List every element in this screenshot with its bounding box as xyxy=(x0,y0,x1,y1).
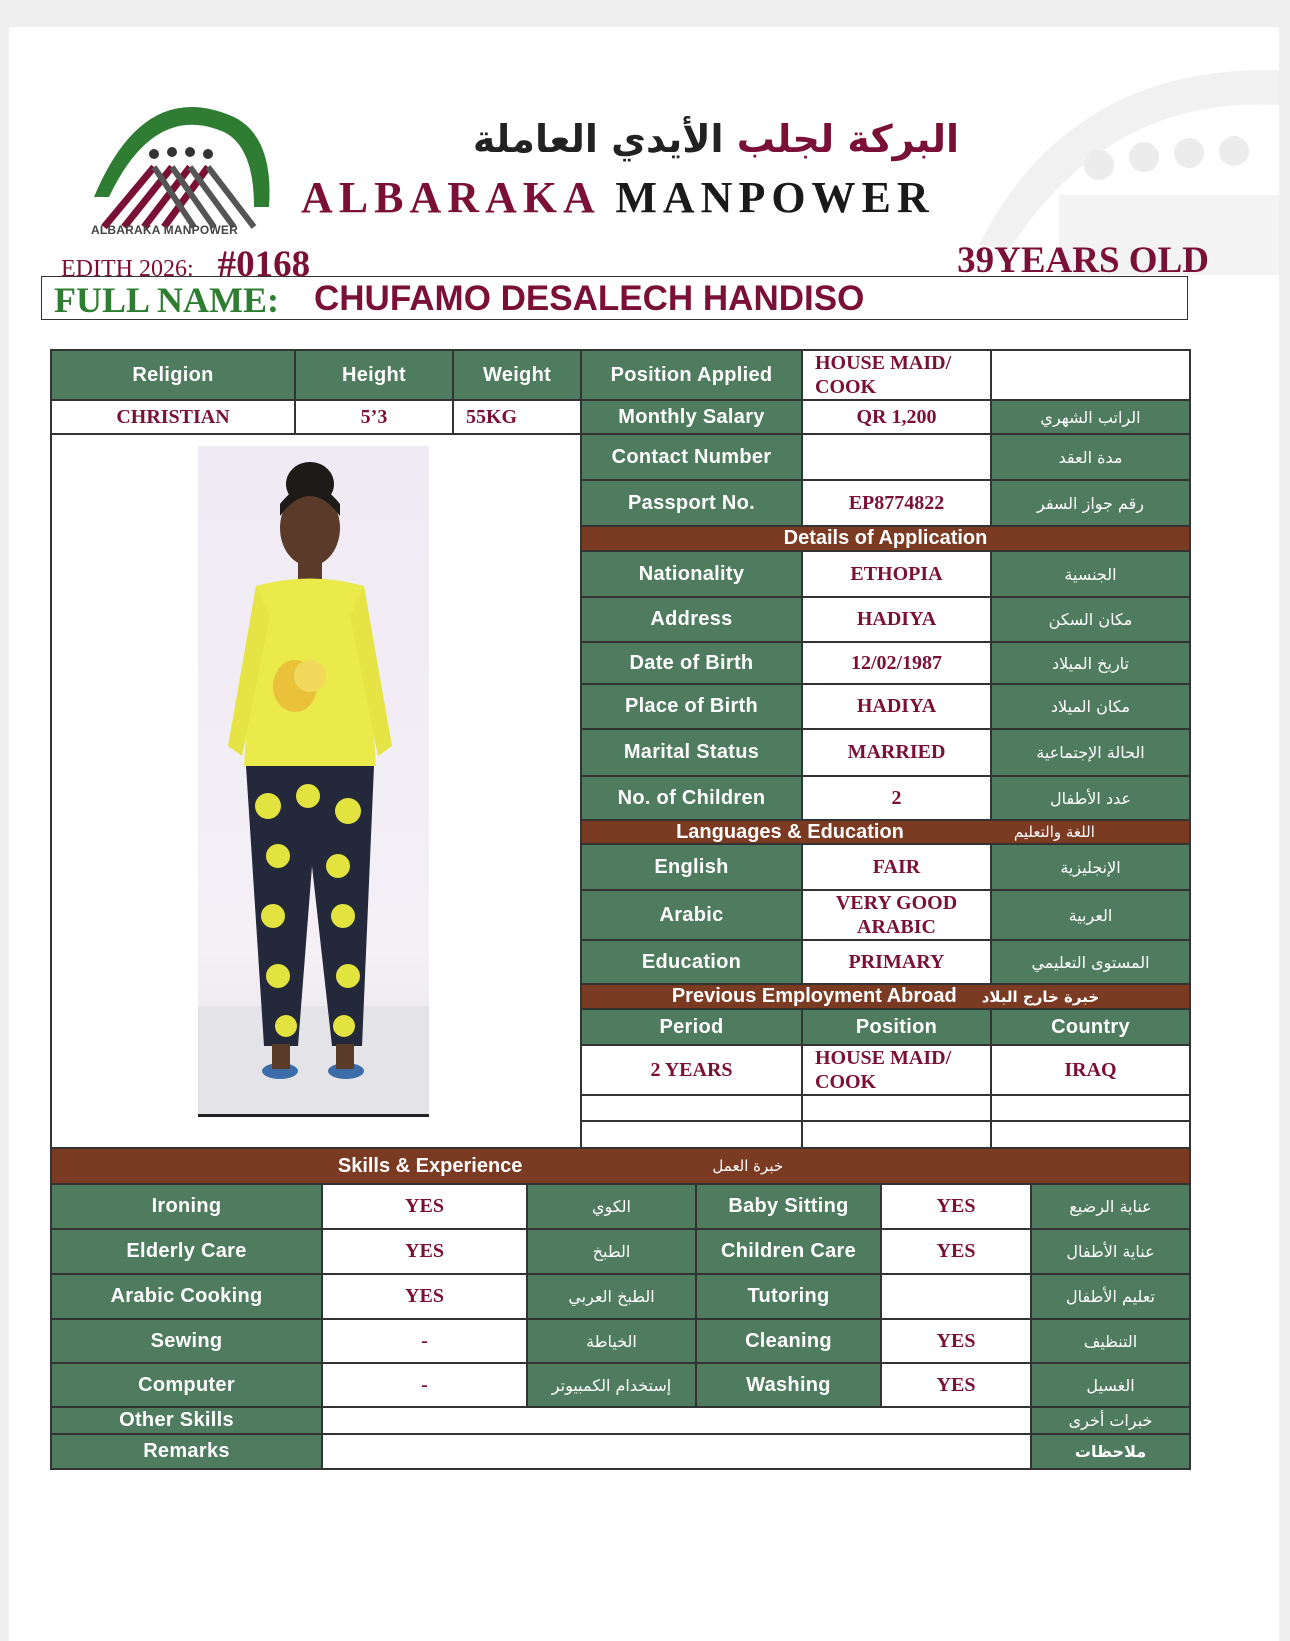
position-applied-label: Position Applied xyxy=(582,351,803,401)
passport-value: EP8774822 xyxy=(803,481,992,527)
employment-empty-cell xyxy=(803,1096,992,1122)
english-value: FAIR xyxy=(803,845,992,891)
skill-tutoring-value xyxy=(882,1275,1032,1320)
period-header: Period xyxy=(582,1010,803,1046)
marital-status-label: Marital Status xyxy=(582,730,803,777)
nationality-value: ETHOPIA xyxy=(803,552,992,598)
skill-baby-sitting-value: YES xyxy=(882,1185,1032,1230)
skill-elderly-care-value: YES xyxy=(323,1230,528,1275)
employment-empty-cell xyxy=(992,1122,1189,1149)
religion-value: CHRISTIAN xyxy=(52,401,296,435)
skill-tutoring-arabic: تعليم الأطفال xyxy=(1032,1275,1189,1320)
skill-cleaning-label: Cleaning xyxy=(697,1320,882,1364)
skill-sewing-arabic: الخياطة xyxy=(528,1320,697,1364)
skill-arabic-cooking-label: Arabic Cooking xyxy=(52,1275,323,1320)
education-label: Education xyxy=(582,941,803,985)
country-header: Country xyxy=(992,1010,1189,1046)
cv-page xyxy=(9,27,1279,1641)
pob-arabic: مكان الميلاد xyxy=(992,685,1189,730)
skill-washing-label: Washing xyxy=(697,1364,882,1408)
nationality-arabic: الجنسية xyxy=(992,552,1189,598)
children-label: No. of Children xyxy=(582,777,803,821)
skill-children-care-label: Children Care xyxy=(697,1230,882,1275)
marital-status-value: MARRIED xyxy=(803,730,992,777)
employment-empty-cell xyxy=(582,1122,803,1149)
arabic-arabic: العربية xyxy=(992,891,1189,941)
children-arabic: عدد الأطفال xyxy=(992,777,1189,821)
english-label: English xyxy=(582,845,803,891)
full-name-box xyxy=(41,276,1188,320)
edition-label: EDITH 2026: xyxy=(61,256,194,282)
position-header: Position xyxy=(803,1010,992,1046)
skill-elderly-care-arabic: الطبخ xyxy=(528,1230,697,1275)
arabic-value: VERY GOOD ARABIC xyxy=(803,891,992,941)
cv-table xyxy=(50,349,1191,1470)
marital-status-arabic: الحالة الإجتماعية xyxy=(992,730,1189,777)
skill-ironing-arabic: الكوي xyxy=(528,1185,697,1230)
skill-arabic-cooking-value: YES xyxy=(323,1275,528,1320)
skill-baby-sitting-arabic: عناية الرضيع xyxy=(1032,1185,1189,1230)
period-value: 2 YEARS xyxy=(582,1046,803,1096)
english-arabic: الإنجليزية xyxy=(992,845,1189,891)
other-skills-label: Other Skills xyxy=(52,1408,323,1435)
skill-washing-arabic: الغسيل xyxy=(1032,1364,1189,1408)
other-skills-value xyxy=(323,1408,1032,1435)
remarks-value xyxy=(323,1435,1032,1468)
skill-arabic-cooking-arabic: الطبخ العربي xyxy=(528,1275,697,1320)
contact-number-value xyxy=(803,435,992,481)
nationality-label: Nationality xyxy=(582,552,803,598)
full-name-label: FULL NAME: xyxy=(54,280,279,320)
skill-ironing-label: Ironing xyxy=(52,1185,323,1230)
pob-label: Place of Birth xyxy=(582,685,803,730)
skill-baby-sitting-label: Baby Sitting xyxy=(697,1185,882,1230)
employment-position-value: HOUSE MAID/ COOK xyxy=(803,1046,992,1096)
dob-arabic: تاريخ الميلاد xyxy=(992,643,1189,685)
pob-value: HADIYA xyxy=(803,685,992,730)
address-arabic: مكان السكن xyxy=(992,598,1189,643)
weight-value: 55KG xyxy=(454,401,582,435)
skill-children-care-arabic: عناية الأطفال xyxy=(1032,1230,1189,1275)
position-applied-value: HOUSE MAID/ COOK xyxy=(803,351,992,401)
candidate-photo xyxy=(198,446,429,1117)
salary-value: QR 1,200 xyxy=(803,401,992,435)
remarks-arabic: ملاحظات xyxy=(1032,1435,1189,1468)
contract-period-arabic: مدة العقد xyxy=(992,435,1189,481)
logo-caption: ALBARAKA MANPOWER xyxy=(91,223,238,237)
salary-arabic: الراتب الشهري xyxy=(992,401,1189,435)
languages-section-title: Languages & Education اللغة والتعليم xyxy=(582,821,1189,845)
skill-children-care-value: YES xyxy=(882,1230,1032,1275)
arabic-label: Arabic xyxy=(582,891,803,941)
dob-label: Date of Birth xyxy=(582,643,803,685)
employment-empty-cell xyxy=(992,1096,1189,1122)
remarks-label: Remarks xyxy=(52,1435,323,1468)
photo-cell xyxy=(52,435,582,1149)
skill-cleaning-value: YES xyxy=(882,1320,1032,1364)
employment-section-title: Previous Employment Abroad خبرة خارج البلاد xyxy=(582,985,1189,1010)
address-label: Address xyxy=(582,598,803,643)
address-value: HADIYA xyxy=(803,598,992,643)
country-value: IRAQ xyxy=(992,1046,1189,1096)
skill-cleaning-arabic: التنظيف xyxy=(1032,1320,1189,1364)
skill-sewing-label: Sewing xyxy=(52,1320,323,1364)
english-company-name: ALBARAKA MANPOWER xyxy=(301,173,935,222)
skill-computer-arabic: إستخدام الكمبيوتر xyxy=(528,1364,697,1408)
height-value: 5’3 xyxy=(296,401,454,435)
skill-ironing-value: YES xyxy=(323,1185,528,1230)
skill-elderly-care-label: Elderly Care xyxy=(52,1230,323,1275)
religion-label: Religion xyxy=(52,351,296,401)
skill-washing-value: YES xyxy=(882,1364,1032,1408)
full-name-value: CHUFAMO DESALECH HANDISO xyxy=(314,279,865,318)
children-value: 2 xyxy=(803,777,992,821)
passport-label: Passport No. xyxy=(582,481,803,527)
skill-computer-label: Computer xyxy=(52,1364,323,1408)
education-value: PRIMARY xyxy=(803,941,992,985)
salary-label: Monthly Salary xyxy=(582,401,803,435)
weight-label: Weight xyxy=(454,351,582,401)
skill-sewing-value: - xyxy=(323,1320,528,1364)
skill-tutoring-label: Tutoring xyxy=(697,1275,882,1320)
employment-empty-cell xyxy=(582,1096,803,1122)
contact-number-label: Contact Number xyxy=(582,435,803,481)
skills-section-title: Skills & Experience خبرة العمل xyxy=(52,1149,1189,1185)
dob-value: 12/02/1987 xyxy=(803,643,992,685)
height-label: Height xyxy=(296,351,454,401)
position-extra-cell xyxy=(992,351,1189,401)
skill-computer-value: - xyxy=(323,1364,528,1408)
arabic-company-name: البركة لجلب الأيدي العاملة xyxy=(472,117,959,161)
passport-arabic: رقم جواز السفر xyxy=(992,481,1189,527)
other-skills-arabic: خبرات أخرى xyxy=(1032,1408,1189,1435)
education-arabic: المستوى التعليمي xyxy=(992,941,1189,985)
employment-empty-cell xyxy=(803,1122,992,1149)
reference-number: #0168 xyxy=(217,244,311,285)
details-section-title: Details of Application xyxy=(582,527,1189,552)
age: 39YEARS OLD xyxy=(957,240,1209,281)
